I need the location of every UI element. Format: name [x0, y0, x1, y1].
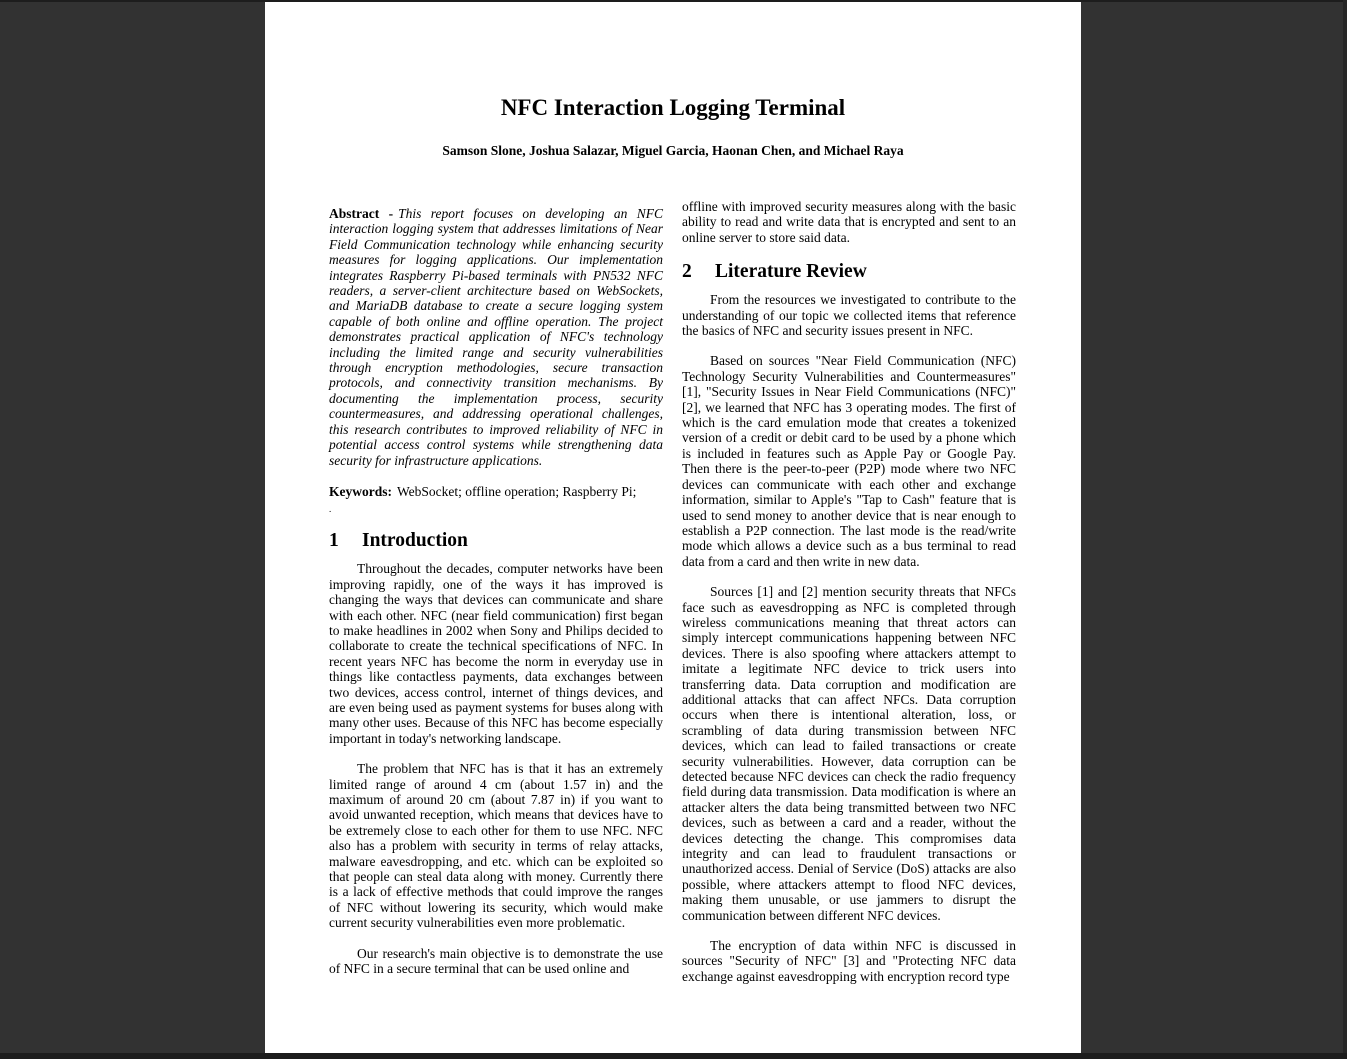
paper-title: NFC Interaction Logging Terminal [500, 95, 846, 120]
keywords-paragraph [329, 484, 663, 499]
section-number: 2 [682, 261, 692, 283]
document-page [265, 2, 1081, 1053]
keywords-label: Keywords: [329, 483, 392, 499]
keywords-text: WebSocket; offline operation; Raspberry Pi; [397, 483, 637, 499]
litreview-paragraph-1: From the resources we investigated to contribute to the understanding of our topic we collected items that reference the basics of NFC and security issues present in NFC. [682, 292, 1016, 339]
abstract-text: This report focuses on developing an NFC interaction logging system that addresses limitations of Near Field Communication technology while enhancing security measures for logging applications. Our implementation integrates Raspberry Pi-based terminals with PN532 NFC readers, a server-client architecture based on WebSockets, and MariaDB database to create a secure logging system capable of both online and offline operation. The project demonstrates practical application of NFC's technology including the limited range and security vulnerabilities through encryption methodologies, secure transaction protocols, and connectivity transition mechanisms. By documenting the implementation process, security countermeasures, and addressing operational challenges, this research contributes to improved reliability of NFC in potential access control systems while strengthening data security for infrastructure applications. [329, 206, 663, 468]
section-number: 1 [329, 530, 339, 552]
two-column-layout [329, 199, 1016, 984]
litreview-paragraph-2: Based on sources "Near Field Communication (NFC) Technology Security Vulnerabilities and Countermeasures" [1], "Security Issues in Near Field Communications (NFC)" [2], we learned that NFC has 3 operating modes. The first of which is the card emulation mode that creates a tokenized version of a credit or debit card to be used by a phone which is included in features such as Apple Pay or Google Pay. Then there is the peer-to-peer (P2P) mode where two NFC devices can communicate with each other and exchange information, similar to Apple's "Tap to Cash" feature that is used to send money to another device that is near enough to establish a P2P connection. The last mode is the read/write mode which allows a device such as a bus terminal to read data from a card and then write in new data. [682, 353, 1016, 569]
section-heading-literature-review [682, 260, 1016, 284]
left-column [329, 199, 663, 984]
stray-period-mark: . [329, 504, 332, 515]
litreview-paragraph-4: The encryption of data within NFC is discussed in sources "Security of NFC" [3] and "Protecting NFC data exchange against eavesdropping with encryption record type [682, 938, 1016, 984]
right-column [682, 199, 1016, 984]
abstract-paragraph [329, 206, 663, 468]
viewer-right-edge [1343, 0, 1347, 1059]
intro-paragraph-3: Our research's main objective is to demonstrate the use of NFC in a secure terminal that can be used online and [329, 945, 663, 977]
intro-paragraph-2: The problem that NFC has is that it has an extremely limited range of around 4 cm (about 1.57 in) and the maximum of around 20 cm (about 7.87 in) if you want to avoid unwanted reception, which means that devices have to be extremely close to each other for them to use NFC. NFC also has a problem with security in terms of relay attacks, malware eavesdropping, and etc. which can be exploited so that people can steal data along with money. Currently there is a lack of effective methods that could improve the ranges of NFC without lowering its security, which would make current security vulnerabilities even more problematic. [329, 761, 663, 931]
section-title: Introduction [362, 530, 468, 552]
paper-authors: Samson Slone, Joshua Salazar, Miguel Garcia, Haonan Chen, and Michael Raya [442, 143, 904, 158]
litreview-paragraph-3: Sources [1] and [2] mention security threats that NFCs face such as eavesdropping as NFC is completed through wireless communications meaning that threat actors can simply intercept communications happening between NFC devices. There is also spoofing where attackers attempt to imitate a legitimate NFC device to trick users into transferring data. Data corruption and modification are additional attacks that can affect NFCs. Data corruption occurs when there is intentional alteration, loss, or scrambling of data during transmission between NFC devices, which can lead to failed transactions or create security vulnerabilities. However, data corruption can be detected because NFC devices can check the radio frequency field during data transmission. Data modification is where an attacker alters the data being transmitted between two NFC devices, such as between a card and a reader, without the devices detecting the change. This compromises data integrity and can lead to fraudulent transactions or unauthorized access. Denial of Service (DoS) attacks are also possible, where attackers attempt to flood NFC devices, making them unusable, or use jammers to disrupt the communication between different NFC devices. [682, 584, 1016, 923]
section-title: Literature Review [715, 261, 867, 283]
abstract-label: Abstract - [329, 206, 394, 221]
intro-paragraph-1: Throughout the decades, computer networks have been improving rapidly, one of the ways it has improved is changing the ways that devices can communicate and share with each other. NFC (near field communication) first began to make headlines in 2002 when Sony and Philips decided to collaborate to create the technical specifications of NFC. In recent years NFC has become the norm in everyday use in things like contactless payments, data exchanges between two devices, access control, internet of things devices, and are even being used as payment systems for buses along with many other uses. Because of this NFC has become especially important in today's networking landscape. [329, 561, 663, 746]
section-heading-introduction [329, 529, 663, 553]
intro-continuation-paragraph: offline with improved security measures along with the basic ability to read and write data that is encrypted and sent to an online server to store said data. [682, 199, 1016, 245]
viewer-bottom-edge [0, 1053, 1347, 1059]
